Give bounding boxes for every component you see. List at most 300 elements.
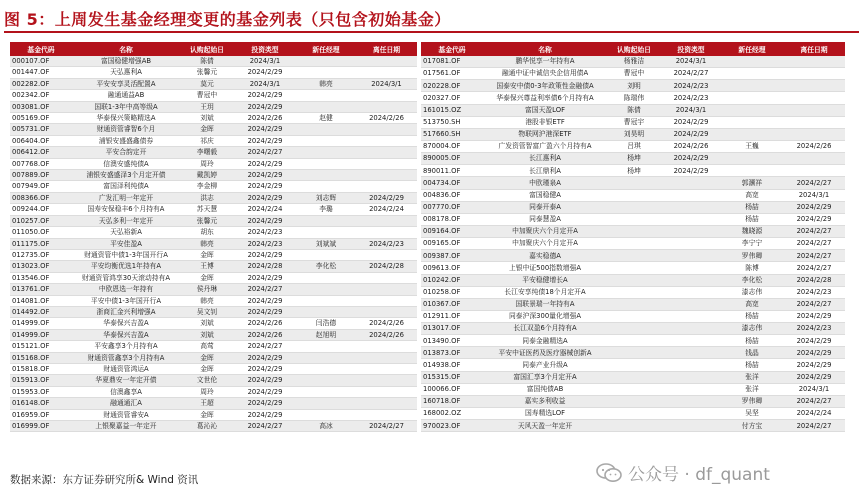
column-header: 基金代码 bbox=[421, 42, 483, 56]
table-cell bbox=[721, 116, 783, 128]
table-cell bbox=[607, 225, 661, 237]
table-cell: 006412.OF bbox=[10, 147, 72, 158]
table-cell: 韩亮 bbox=[180, 238, 234, 249]
table-row bbox=[10, 409, 417, 420]
table-cell: 2024/3/1 bbox=[783, 189, 845, 201]
table-cell: 金晖 bbox=[180, 249, 234, 260]
table-row bbox=[10, 272, 417, 283]
table-cell: 2024/2/29 bbox=[661, 165, 721, 177]
table-cell bbox=[721, 104, 783, 116]
table-cell bbox=[661, 201, 721, 213]
table-cell: 张洋 bbox=[721, 371, 783, 383]
table-row bbox=[421, 140, 845, 152]
table-row bbox=[421, 128, 845, 140]
table-cell: 2024/2/29 bbox=[783, 201, 845, 213]
table-cell: 华泰保兴尊益利率债6个月持有A bbox=[483, 92, 607, 104]
table-cell: 014081.OF bbox=[10, 295, 72, 306]
table-cell: 2024/2/29 bbox=[783, 347, 845, 359]
table-cell bbox=[607, 213, 661, 225]
table-cell: 郭灏祥 bbox=[721, 177, 783, 189]
table-cell: 001447.OF bbox=[10, 67, 72, 78]
table-cell bbox=[296, 398, 356, 409]
table-cell: 吕琪 bbox=[607, 140, 661, 152]
table-row bbox=[10, 204, 417, 215]
table-cell: 890011.OF bbox=[421, 165, 483, 177]
table-row bbox=[10, 249, 417, 260]
table-cell bbox=[296, 158, 356, 169]
table-row bbox=[421, 347, 845, 359]
table-cell bbox=[356, 295, 417, 306]
table-cell: 2024/3/1 bbox=[234, 56, 296, 67]
table-cell: 富国泽利纯债A bbox=[72, 181, 180, 192]
table-cell: 李宁宁 bbox=[721, 238, 783, 250]
table-cell: 2024/2/29 bbox=[234, 181, 296, 192]
table-cell: 2024/2/29 bbox=[234, 295, 296, 306]
column-header: 认购起始日 bbox=[180, 42, 234, 56]
table-cell: 2024/2/27 bbox=[783, 395, 845, 407]
table-row bbox=[421, 189, 845, 201]
table-cell: 970023.OF bbox=[421, 420, 483, 432]
table-cell: 漆志伟 bbox=[721, 286, 783, 298]
table-cell: 魏晓源 bbox=[721, 225, 783, 237]
table-cell: 浦银安盛盛泽3个月定开债 bbox=[72, 170, 180, 181]
table-cell bbox=[296, 249, 356, 260]
table-cell bbox=[296, 352, 356, 363]
table-cell: 李璐 bbox=[296, 204, 356, 215]
table-cell: 杨喆 bbox=[721, 213, 783, 225]
table-cell bbox=[661, 262, 721, 274]
table-cell: 2024/2/29 bbox=[234, 386, 296, 397]
table-cell: 2024/2/23 bbox=[661, 92, 721, 104]
table-cell: 曹冠中 bbox=[607, 68, 661, 80]
table-cell: 吴文钊 bbox=[180, 306, 234, 317]
table-cell: 2024/2/26 bbox=[234, 318, 296, 329]
table-row bbox=[421, 104, 845, 116]
table-cell: 融通中证中诚信央企信用债A bbox=[483, 68, 607, 80]
table-cell bbox=[783, 153, 845, 165]
table-row bbox=[421, 225, 845, 237]
wechat-icon bbox=[596, 463, 622, 483]
column-header: 基金代码 bbox=[10, 42, 72, 56]
table-cell: 富国纯债AB bbox=[483, 383, 607, 395]
table-row bbox=[421, 395, 845, 407]
table-cell bbox=[607, 335, 661, 347]
table-row bbox=[10, 78, 417, 89]
table-row bbox=[421, 92, 845, 104]
table-cell: 广发汇明一年定开 bbox=[72, 192, 180, 203]
table-cell: 002342.OF bbox=[10, 90, 72, 101]
table-cell bbox=[607, 286, 661, 298]
table-cell: 刘志辉 bbox=[296, 192, 356, 203]
table-cell: 天风天盈一年定开 bbox=[483, 420, 607, 432]
table-cell: 890005.OF bbox=[421, 153, 483, 165]
table-row bbox=[10, 67, 417, 78]
table-cell: 2024/2/29 bbox=[234, 90, 296, 101]
table-cell bbox=[607, 177, 661, 189]
table-row bbox=[10, 170, 417, 181]
table-row bbox=[10, 124, 417, 135]
table-cell bbox=[356, 409, 417, 420]
table-cell: 同泰开泰A bbox=[483, 201, 607, 213]
table-cell: 2024/2/29 bbox=[234, 101, 296, 112]
table-cell: 张洋 bbox=[721, 383, 783, 395]
table-cell bbox=[721, 68, 783, 80]
table-cell: 王巍 bbox=[721, 140, 783, 152]
table-row bbox=[421, 371, 845, 383]
table-cell: 003081.OF bbox=[10, 101, 72, 112]
table-cell bbox=[661, 335, 721, 347]
table-cell: 付方宝 bbox=[721, 420, 783, 432]
table-cell: 007949.OF bbox=[10, 181, 72, 192]
table-cell: 013546.OF bbox=[10, 272, 72, 283]
column-header: 投资类型 bbox=[234, 42, 296, 56]
table-cell: 华泰保兴吉盈A bbox=[72, 329, 180, 340]
table-cell: 2024/2/29 bbox=[661, 153, 721, 165]
table-cell bbox=[783, 80, 845, 92]
table-cell: 天弘裕新A bbox=[72, 227, 180, 238]
table-cell bbox=[356, 249, 417, 260]
table-cell: 009244.OF bbox=[10, 204, 72, 215]
table-cell bbox=[607, 383, 661, 395]
table-cell bbox=[783, 92, 845, 104]
table-cell: 2024/2/27 bbox=[234, 284, 296, 295]
table-cell: 刘斌 bbox=[180, 329, 234, 340]
column-header: 离任日期 bbox=[356, 42, 417, 56]
table-cell bbox=[356, 363, 417, 374]
table-cell: 009613.OF bbox=[421, 262, 483, 274]
table-cell bbox=[356, 375, 417, 386]
table-cell: 010258.OF bbox=[421, 286, 483, 298]
table-cell: 平安佳盈A bbox=[72, 238, 180, 249]
table-cell: 013490.OF bbox=[421, 335, 483, 347]
table-cell: 2024/2/23 bbox=[356, 238, 417, 249]
table-row bbox=[421, 250, 845, 262]
table-cell: 周玲 bbox=[180, 386, 234, 397]
table-cell: 王博 bbox=[180, 261, 234, 272]
table-cell bbox=[296, 67, 356, 78]
table-cell: 杨喆 bbox=[721, 310, 783, 322]
table-cell bbox=[296, 341, 356, 352]
table-row bbox=[421, 420, 845, 432]
table-cell: 2024/2/27 bbox=[234, 341, 296, 352]
table-cell: 2024/3/1 bbox=[661, 104, 721, 116]
table-cell: 2024/2/29 bbox=[783, 310, 845, 322]
table-cell bbox=[661, 274, 721, 286]
table-cell: 国联景瑞一年持有A bbox=[483, 298, 607, 310]
table-cell: 财通资管鸿运A bbox=[72, 363, 180, 374]
table-cell: 014492.OF bbox=[10, 306, 72, 317]
table-row bbox=[421, 238, 845, 250]
table-cell: 2024/2/27 bbox=[783, 238, 845, 250]
table-cell bbox=[296, 375, 356, 386]
table-cell: 2024/2/28 bbox=[234, 261, 296, 272]
table-cell bbox=[721, 80, 783, 92]
table-cell bbox=[607, 274, 661, 286]
table-cell: 2024/2/23 bbox=[783, 286, 845, 298]
table-cell: 2024/2/27 bbox=[234, 147, 296, 158]
table-cell: 上银聚嘉益一年定开 bbox=[72, 421, 180, 432]
table-cell: 004734.OF bbox=[421, 177, 483, 189]
table-cell: 016959.OF bbox=[10, 409, 72, 420]
table-row bbox=[421, 323, 845, 335]
table-cell: 017081.OF bbox=[421, 56, 483, 68]
table-cell: 刘明 bbox=[607, 80, 661, 92]
table-cell bbox=[356, 181, 417, 192]
table-cell: 013017.OF bbox=[421, 323, 483, 335]
table-cell: 2024/2/23 bbox=[783, 323, 845, 335]
table-cell: 富国汇享3个月定开A bbox=[483, 371, 607, 383]
table-cell bbox=[356, 215, 417, 226]
left-fund-table bbox=[10, 42, 417, 432]
table-cell: 015121.OF bbox=[10, 341, 72, 352]
table-cell: 2024/2/29 bbox=[234, 306, 296, 317]
table-cell: 杨喆 bbox=[721, 201, 783, 213]
table-cell: 平安均衡优选1年持有A bbox=[72, 261, 180, 272]
table-cell: 2024/2/29 bbox=[234, 67, 296, 78]
table-cell: 2024/2/26 bbox=[234, 329, 296, 340]
table-cell: 融通通汇A bbox=[72, 398, 180, 409]
table-cell: 2024/2/29 bbox=[234, 135, 296, 146]
table-cell bbox=[296, 363, 356, 374]
table-cell: 2024/2/29 bbox=[661, 128, 721, 140]
table-cell: 015818.OF bbox=[10, 363, 72, 374]
table-cell: 张馨元 bbox=[180, 67, 234, 78]
table-row bbox=[10, 352, 417, 363]
table-cell: 168002.OZ bbox=[421, 408, 483, 420]
table-cell: 曹冠中 bbox=[180, 90, 234, 101]
table-cell bbox=[296, 181, 356, 192]
table-cell: 2024/2/26 bbox=[356, 113, 417, 124]
table-row bbox=[10, 318, 417, 329]
table-cell: 2024/2/29 bbox=[783, 213, 845, 225]
left-table-header bbox=[10, 42, 417, 56]
left-table-body bbox=[10, 56, 417, 432]
column-header: 离任日期 bbox=[783, 42, 845, 56]
table-cell: 财通资管中债1-3年国开行A bbox=[72, 249, 180, 260]
table-cell bbox=[356, 284, 417, 295]
table-cell bbox=[607, 189, 661, 201]
table-cell bbox=[721, 56, 783, 68]
table-cell bbox=[661, 347, 721, 359]
table-cell: 侯丹琳 bbox=[180, 284, 234, 295]
table-cell bbox=[296, 284, 356, 295]
table-row bbox=[421, 335, 845, 347]
table-cell: 富国稳健A bbox=[483, 189, 607, 201]
table-cell: 009164.OF bbox=[421, 225, 483, 237]
table-cell: 013761.OF bbox=[10, 284, 72, 295]
table-cell: 2024/3/1 bbox=[356, 78, 417, 89]
table-cell: 2024/2/28 bbox=[356, 261, 417, 272]
table-cell: 009165.OF bbox=[421, 238, 483, 250]
watermark-text: 公众号 · df_quant bbox=[628, 465, 770, 485]
table-cell: 2024/2/29 bbox=[783, 371, 845, 383]
table-cell: 上银中证500指数增强A bbox=[483, 262, 607, 274]
table-cell bbox=[607, 310, 661, 322]
table-row bbox=[421, 408, 845, 420]
table-cell: 010242.OF bbox=[421, 274, 483, 286]
table-cell: 2024/2/29 bbox=[234, 363, 296, 374]
table-cell: 华夏鼎安一年定开债 bbox=[72, 375, 180, 386]
table-row bbox=[10, 135, 417, 146]
table-cell bbox=[661, 286, 721, 298]
table-cell: 陈瑞伟 bbox=[607, 92, 661, 104]
table-cell: 刘斌斌 bbox=[296, 238, 356, 249]
table-cell bbox=[356, 352, 417, 363]
table-cell bbox=[661, 323, 721, 335]
table-cell: 中加聚庆六个月定开A bbox=[483, 238, 607, 250]
table-cell bbox=[783, 165, 845, 177]
table-cell: 王超 bbox=[180, 398, 234, 409]
table-cell: 005169.OF bbox=[10, 113, 72, 124]
table-row bbox=[10, 284, 417, 295]
table-cell: 平安中债1-3年国开行A bbox=[72, 295, 180, 306]
table-cell: 李曙毅 bbox=[180, 147, 234, 158]
table-cell: 华泰保兴策略精选A bbox=[72, 113, 180, 124]
table-row bbox=[10, 398, 417, 409]
table-cell: 陈倩 bbox=[607, 104, 661, 116]
table-cell: 富国天盈LOF bbox=[483, 104, 607, 116]
table-cell: 008178.OF bbox=[421, 213, 483, 225]
figure-title-bar bbox=[4, 6, 859, 30]
table-cell: 2024/2/26 bbox=[234, 113, 296, 124]
table-cell: 国泰安中债0-3年政策性金融债A bbox=[483, 80, 607, 92]
table-cell: 洪志 bbox=[180, 192, 234, 203]
table-cell: 苏天慧 bbox=[180, 204, 234, 215]
table-cell: 161015.OZ bbox=[421, 104, 483, 116]
table-cell bbox=[661, 395, 721, 407]
table-cell bbox=[296, 135, 356, 146]
table-cell bbox=[356, 101, 417, 112]
table-cell: 2024/2/26 bbox=[783, 140, 845, 152]
table-cell: 012911.OF bbox=[421, 310, 483, 322]
table-cell: 513750.SH bbox=[421, 116, 483, 128]
table-cell: 祁庆 bbox=[180, 135, 234, 146]
table-cell bbox=[783, 116, 845, 128]
table-cell: 同泰沪深300量化增强A bbox=[483, 310, 607, 322]
right-table-body bbox=[421, 56, 845, 432]
table-row bbox=[10, 375, 417, 386]
table-cell: 国寿精选LOF bbox=[483, 408, 607, 420]
table-cell: 2024/2/29 bbox=[234, 124, 296, 135]
table-cell: 李化松 bbox=[296, 261, 356, 272]
table-cell: 2024/2/24 bbox=[356, 204, 417, 215]
table-cell bbox=[783, 68, 845, 80]
table-row bbox=[10, 363, 417, 374]
table-cell bbox=[356, 341, 417, 352]
table-row bbox=[10, 158, 417, 169]
table-cell: 闫浩德 bbox=[296, 318, 356, 329]
table-cell bbox=[607, 238, 661, 250]
table-cell bbox=[661, 359, 721, 371]
table-cell: 赵健 bbox=[296, 113, 356, 124]
table-cell bbox=[356, 306, 417, 317]
table-cell bbox=[607, 420, 661, 432]
table-row bbox=[421, 165, 845, 177]
table-cell: 刘昊明 bbox=[607, 128, 661, 140]
table-cell: 金晖 bbox=[180, 124, 234, 135]
table-cell: 020327.OF bbox=[421, 92, 483, 104]
table-row bbox=[10, 306, 417, 317]
table-cell bbox=[783, 128, 845, 140]
table-cell: 中欧恩选一年持有 bbox=[72, 284, 180, 295]
table-cell bbox=[607, 395, 661, 407]
table-cell: 100066.OF bbox=[421, 383, 483, 395]
table-cell bbox=[607, 408, 661, 420]
table-row bbox=[421, 177, 845, 189]
table-cell: 中欧瑾泉A bbox=[483, 177, 607, 189]
table-row bbox=[421, 80, 845, 92]
table-cell: 007768.OF bbox=[10, 158, 72, 169]
table-cell: 周玲 bbox=[180, 158, 234, 169]
table-cell: 长江双盈6个月持有A bbox=[483, 323, 607, 335]
table-cell: 008366.OF bbox=[10, 192, 72, 203]
table-cell bbox=[661, 310, 721, 322]
wechat-watermark bbox=[596, 460, 770, 485]
table-cell: 金晖 bbox=[180, 352, 234, 363]
table-cell: 020228.OF bbox=[421, 80, 483, 92]
table-cell: 2024/2/23 bbox=[234, 227, 296, 238]
table-row bbox=[10, 147, 417, 158]
table-cell: 金晖 bbox=[180, 363, 234, 374]
table-cell bbox=[356, 90, 417, 101]
table-row bbox=[10, 329, 417, 340]
column-header: 新任经理 bbox=[721, 42, 783, 56]
table-cell: 戴凯婷 bbox=[180, 170, 234, 181]
table-cell: 2024/2/27 bbox=[783, 250, 845, 262]
table-cell: 罗伟卿 bbox=[721, 250, 783, 262]
table-cell: 010367.OF bbox=[421, 298, 483, 310]
table-cell bbox=[661, 298, 721, 310]
table-cell: 财通资管睿安A bbox=[72, 409, 180, 420]
table-cell: 011050.OF bbox=[10, 227, 72, 238]
table-cell: 吴坚 bbox=[721, 408, 783, 420]
table-cell bbox=[661, 371, 721, 383]
table-cell bbox=[607, 347, 661, 359]
table-cell: 2024/2/29 bbox=[783, 359, 845, 371]
table-cell: 015953.OF bbox=[10, 386, 72, 397]
table-cell: 李金柳 bbox=[180, 181, 234, 192]
table-cell: 2024/3/1 bbox=[783, 383, 845, 395]
table-cell: 刘斌 bbox=[180, 113, 234, 124]
table-row bbox=[421, 201, 845, 213]
table-cell: 港股非银ETF bbox=[483, 116, 607, 128]
table-cell: 013023.OF bbox=[10, 261, 72, 272]
table-cell: 160718.OF bbox=[421, 395, 483, 407]
table-cell: 011175.OF bbox=[10, 238, 72, 249]
table-cell: 长江惠利A bbox=[483, 153, 607, 165]
table-cell: 国寿安保稳丰6个月持有A bbox=[72, 204, 180, 215]
table-cell: 财通资管睿智6个月 bbox=[72, 124, 180, 135]
table-cell: 华泰保兴吉盈A bbox=[72, 318, 180, 329]
table-cell bbox=[296, 56, 356, 67]
table-cell: 2024/2/27 bbox=[783, 298, 845, 310]
table-cell bbox=[296, 90, 356, 101]
table-cell: 2024/2/29 bbox=[234, 249, 296, 260]
table-cell: 富国稳健增强AB bbox=[72, 56, 180, 67]
table-row bbox=[10, 181, 417, 192]
table-row bbox=[421, 359, 845, 371]
table-cell: 2024/2/24 bbox=[783, 408, 845, 420]
table-cell bbox=[783, 104, 845, 116]
table-cell: 高宽 bbox=[721, 189, 783, 201]
table-cell bbox=[296, 409, 356, 420]
table-cell bbox=[356, 386, 417, 397]
table-cell: 2024/3/1 bbox=[661, 56, 721, 68]
table-row bbox=[421, 153, 845, 165]
data-source-note: 数据来源：东方证券研究所& Wind 资讯 bbox=[10, 474, 199, 486]
right-table-header bbox=[421, 42, 845, 56]
table-cell: 014999.OF bbox=[10, 318, 72, 329]
